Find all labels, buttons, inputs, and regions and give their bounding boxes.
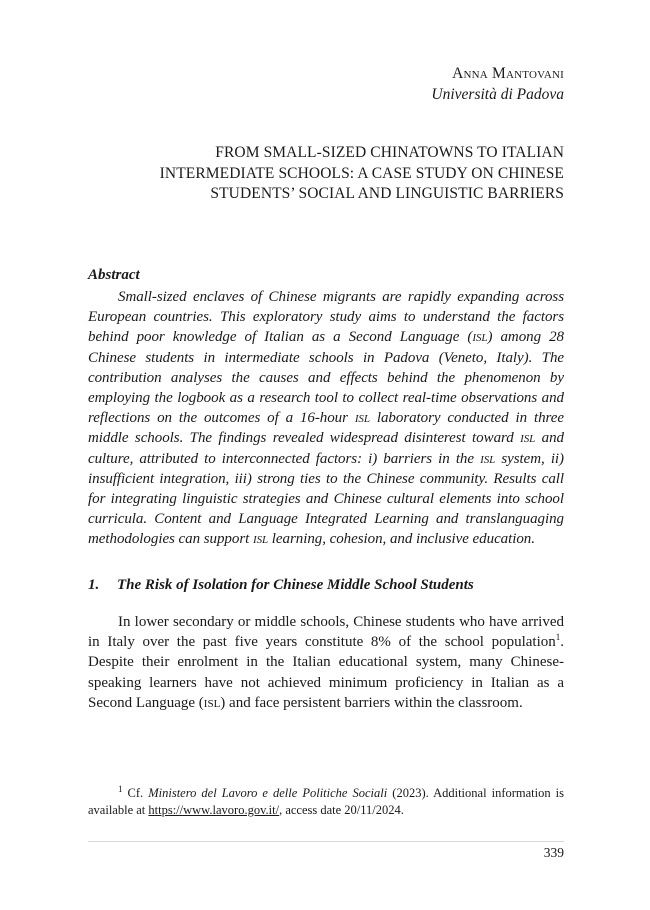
page-number: 339 [543, 845, 564, 860]
author-affiliation: Università di Padova [431, 86, 564, 103]
abstract-body: Small-sized enclaves of Chinese migrants are rapidly expanding across European countries. This exploratory study aims to understand the factors behind poor knowledge of Italian as a Second Language (isl) among 28 Chinese students in intermediate schools in Padova (Veneto, Italy). The contribution analyses the causes and effects behind the phenomenon by employing the logbook as a research tool to collect real-time observations and reflections on the outcomes of a 16-hour isl laboratory conducted in three middle schools. The findings revealed widespread disinterest toward isl and culture, attributed to interconnected factors: i) barriers in the isl system, ii) insufficient integration, iii) strong ties to the Chinese community. Results call for integrating linguistic strategies and Chinese cultural elements into school curricula. Content and Language Integrated Learning and translanguaging methodologies can support isl learning, cohesion, and inclusive education. [88, 289, 565, 548]
footnote: $^1$ Cf. Ministero del Lavoro e delle Politiche Sociali (2023). Additional information is available at https://www.lavoro.gov.it/, access date 20/11/2024. [88, 783, 564, 817]
section-number: 1. [88, 577, 100, 593]
title-line-3: STUDENTS’ SOCIAL AND LINGUISTIC BARRIERS [210, 185, 564, 202]
section-title: The Risk of Isolation for Chinese Middle School Students [117, 577, 474, 593]
footnote-marker: 1 [118, 783, 123, 794]
author-block [431, 63, 564, 105]
footnote-ref[interactable]: 1 [555, 632, 561, 643]
author-name: Anna Mantovani [452, 65, 564, 82]
abstract-heading: Abstract [88, 267, 140, 283]
footnote-source: Ministero del Lavoro e delle Politiche Sociali [148, 786, 388, 800]
footer-divider [88, 841, 564, 842]
title-line-1: FROM SMALL-SIZED CHINATOWNS TO ITALIAN [215, 144, 564, 161]
title-line-2: INTERMEDIATE SCHOOLS: A CASE STUDY ON CHINESE [159, 164, 564, 182]
footnote-link[interactable]: https://www.lavoro.gov.it/ [148, 803, 280, 817]
section-heading [88, 577, 474, 594]
paper-title [110, 143, 564, 205]
body-paragraph: In lower secondary or middle schools, Chinese students who have arrived in Italy over the past five years constitute 8% of the school population$^1$. Despite their enrolment in the Italian educational system, many Chinese-speaking learners have not achieved minimum proficiency in Italian as a Second Language (isl) and face persistent barriers within the classroom. [88, 614, 564, 711]
